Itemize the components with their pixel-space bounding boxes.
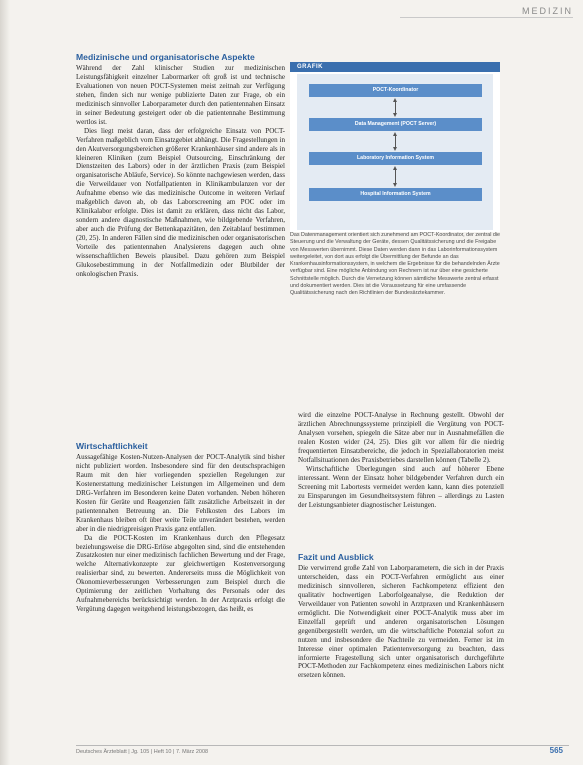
column-left-top	[76, 52, 285, 279]
column-right-top	[298, 411, 504, 509]
double-arrow-icon	[395, 101, 396, 114]
graphic-label: GRAFIK	[290, 62, 500, 72]
paragraph: Die verwirrend große Zahl von Laborparametern, die sich in der Praxis unterscheiden, dass ein POCT-Verfahren ermöglicht aus einer medizinisch sinnvolleren, sicheren Fachkompetenz effizient den qualitativ hochwertigen Laborfolgeanalyse, die Reduktion der Verweildauer von Patienten sowohl in Arztpraxen und Krankenhäusern ermöglicht. Die Notwendigkeit einer POCT-Analytik muss aber im Einzelfall geprüft und anderen organisatorischen Lösungen gegenübergestellt werden, um die wirtschaftliche Potenzial sofort zu nutzen und insbesondere die Nachteile zu vermeiden. Ferner ist im Interesse einer optimalen Patientenversorgung zu beachten, dass informierte Fragestellung sich unter organisatorisch durchgeführte POCT-Methoden zur Fachkompetenz eines medizinischen Labors nicht ersetzen können.	[298, 564, 504, 680]
journal-citation: Deutsches Ärzteblatt | Jg. 105 | Heft 10 | 7. März 2008	[76, 749, 209, 755]
page-number: 565	[549, 746, 563, 755]
paragraph: Aussagefähige Kosten-Nutzen-Analysen der POCT-Analytik sind bisher nicht publiziert worden. Insbesondere sind für den deutschsprachigen Raum mit den hier vorliegenden speziellen Regelungen zur Kostenerstattung medizinischer Leistungen im Allgemeinen und dem DRG-Verfahren im Besonderen keine Daten vorhanden. Neben höheren Kosten für Geräte und Reagenzien fällt zusätzliche Arbeitszeit in der patientennahen Betreuung an. Die Fehlkosten des Labors im Krankenhaus bleiben oft über weite Teile unverändert bestehen, werden aber in die niedrigpreisigen Praxis ganz entfallen.	[76, 453, 285, 533]
level-poct-koordinator: POCT-Koordinator	[309, 84, 482, 97]
heading-aspekte: Medizinische und organisatorische Aspekte	[76, 52, 255, 62]
paragraph: wird die einzelne POCT-Analyse in Rechnung gestellt. Obwohl der ärztlichen Abrechnungssysteme prinzipiell die Vergütung von POCT-Analysen vorsehen, spiegeln die Sätze aber nur in Ausnahmefällen die realen Kosten wider (24, 25). Dies gilt vor allem für die niedrig frequentierten Einsatzbereiche, die jedoch in Speziallaboratorien meist Notfallsituationen des Praxisbetriebes darstellen können (Tabelle 2).	[298, 411, 504, 464]
double-arrow-icon	[395, 169, 396, 184]
footer-rule	[76, 745, 569, 746]
level-hospital-information-system: Hospital Information System	[309, 188, 482, 201]
graphic-box	[290, 62, 500, 232]
paragraph: Während der Zahl klinischer Studien zur medizinischen Leistungsfähigkeit einzelner Labormarker oft groß ist und technische Evaluationen von neuen POCT-Systemen meist zeitnah zur Verfügung stehen, finden sich nur wenige publizierte Daten zur Frage, ob ein medizinisch sinnvoller Laborparameter durch den patientennahen Einsatz in seiner Bedeutung gesteigert oder ob die patientennahe Bestimmung wertlos ist.	[76, 64, 285, 126]
paragraph: Dies liegt meist daran, dass der erfolgreiche Einsatz von POCT-Verfahren maßgeblich vom Einsatzgebiet abhängt. Die Fragestellungen in den Akutversorgungsbereichen größerer Krankenhäuser sind andere als in kleineren Kliniken (zum Beispiel Outsourcing, Einschränkung der Dienstzeiten des Labors) oder in der ärztlichen Praxis (zum Beispiel organisatorische Abläufe, Service). So könnte nachgewiesen werden, dass die Verweildauer von Notfallpatienten in Klinikambulanzen vor der Aufnahme ebenso wie das medizinische Outcome in weiteren Verlauf maßgeblich davon ab, ob das Laborscreening am POC oder im Klinikalabor erfolgte. Dies ist damit zu erklären, dass nicht das Labor, sondern andere diagnostische Maßnahmen, wie bildgebende Verfahren, aber auch die Prüfung der Bettenkapazitäten, den Zeitablauf bestimmen (20, 25). In anderen Fällen sind die medizinischen oder organisatorischen Vorteile des patientennahen Analysierens dagegen auch ohne wissenschaftlichen Beweis plausibel. Dazu gehören zum Beispiel Glukosebestimmung in der Notfallmedizin oder Blutbilder der onkologischen Praxis.	[76, 126, 285, 278]
graphic-caption: Das Datenmanagement orientiert sich zunehmend am POCT-Koordinator, der zentral die Steuerung und die Verwaltung der Geräte, dessen Qualitätssicherung und die Freigabe von Messwerten übernimmt. Diese Daten werden dann in das Laborinformationssystem weitergeleitet, von dort aus erfolgt die Übermittlung der Befunde an das Krankenhausinformationssystem, in welchem die Ergebnisse für die behandelnden Ärzte verfügbar sind. Eine mögliche Anbindung von Rechnern ist nur über eine gesicherte Schnittstelle möglich. Durch die Vernetzung können sämtliche Messwerte zentral erfasst und dokumentiert werden. Dies ist die Voraussetzung für eine umfassende Qualitätssicherung nach den Richtlinien der Bundesärztekammer.	[290, 232, 500, 297]
section-header: MEDIZIN	[522, 6, 573, 16]
paragraph: Da die POCT-Kosten im Krankenhaus durch den Pflegesatz beziehungsweise die DRG-Erlöse abgegolten sind, sind die entstehenden Zusatzkosten nur einer medizinisch fachlichen Bewertung und der Frage, welche Alternativkonzepte zur gleichwertigen Kostenversorgung realisierbar sind, zu bewerten. Andererseits muss die Möglichkeit von Ökonomieverbesserungen Verbesserungen zum Beispiel durch die Optimierung der zeitlichen Vorhaltung des Personals oder des Aufnahmebereichs berücksichtigt werden. In der Arztpraxis erfolgt die Vergütung dagegen weitgehend leistungsbezogen, das heißt, es	[76, 533, 285, 614]
heading-wirtschaftlichkeit: Wirtschaftlichkeit	[76, 441, 148, 451]
header-rule	[400, 17, 573, 18]
heading-fazit: Fazit und Ausblick	[298, 552, 374, 562]
level-data-management: Data Management (POCT Server)	[309, 118, 482, 131]
column-left-bottom	[76, 441, 285, 614]
graphic-panel	[297, 74, 493, 230]
paragraph: Wirtschaftliche Überlegungen sind auch auf höherer Ebene interessant. Wenn der Einsatz hoher bildgebender Verfahren durch ein Screening mit Labortests vermeidet werden kann, kann dies potenziell zu Einsparungen im Gesundheitssystem führen – allerdings zu Lasten der Leistungsanbieter diagnostischer Leistungen.	[298, 464, 504, 509]
column-right-bottom	[298, 552, 504, 680]
page-edge	[0, 0, 10, 765]
double-arrow-icon	[395, 135, 396, 148]
level-laboratory-information-system: Laboratory Information System	[309, 152, 482, 165]
